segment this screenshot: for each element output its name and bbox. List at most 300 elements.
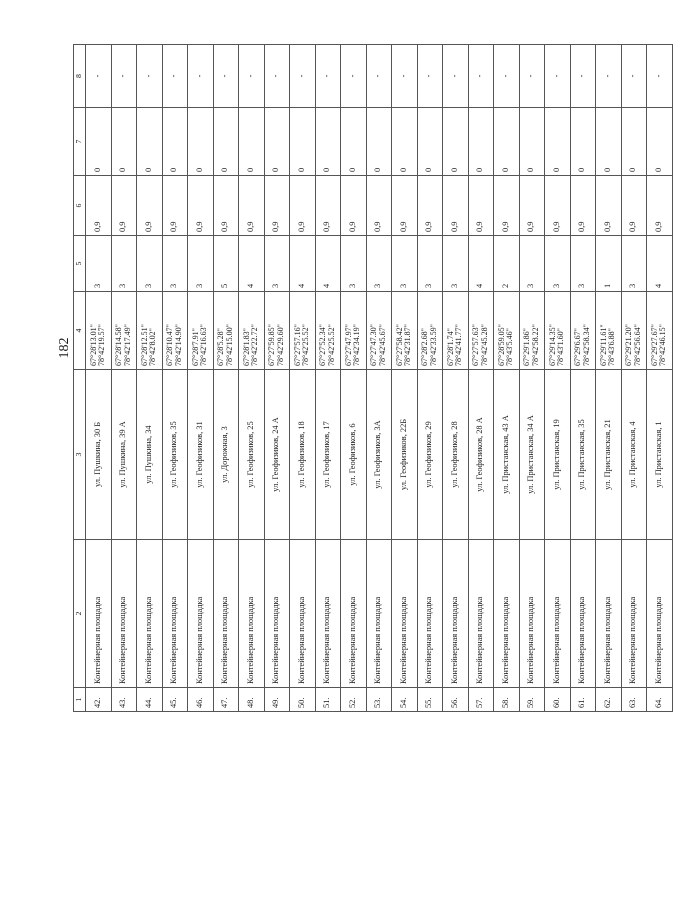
address-cell [494,370,520,540]
volume-text: 0,9 [449,221,459,232]
address-text: ул. Геофизиков, 28 А [475,417,485,492]
coordinates-cell [519,292,545,370]
address-cell [596,370,622,540]
count-text: 3 [143,283,153,288]
note-text: - [296,74,306,78]
value-cell [86,108,112,176]
row-number-text: 48. [245,697,255,708]
volume-cell [519,176,545,236]
volume-text: 0,9 [296,221,306,232]
note-text: - [628,74,638,78]
row-number-cell [366,688,392,712]
address-cell [111,370,137,540]
row-number-text: 53. [373,697,383,708]
value-cell [213,108,239,176]
note-cell [264,45,290,108]
row-number-cell [290,688,316,712]
latitude: 67°28'1.83" [241,328,251,366]
site-type-text: Контейнерная площадка [373,596,383,684]
value-cell [647,108,673,176]
count-text: 3 [551,283,561,288]
note-text: - [475,74,485,78]
table-row [162,45,188,712]
table-row [213,45,239,712]
address-text: ул. Пристанская, 35 [577,419,587,490]
address-text: ул. Геофизиков, 6 [347,423,357,486]
longitude: 78°43'5.46" [505,328,515,366]
note-text: - [220,74,230,78]
row-number-cell [494,688,520,712]
value-cell [519,108,545,176]
coordinates-cell [290,292,316,370]
table-row [647,45,673,712]
latitude: 67°27'57.63" [471,324,481,366]
count-cell [188,236,214,292]
row-number-cell [443,688,469,712]
row-number-text: 50. [296,697,306,708]
site-type-text: Контейнерная площадка [169,596,179,684]
column-header: 5 [74,236,86,292]
volume-cell [188,176,214,236]
row-number-text: 58. [500,697,510,708]
volume-text: 0,9 [118,221,128,232]
address-text: ул. Пристанская, 43 А [500,415,510,494]
row-number-text: 62. [602,697,612,708]
latitude: 67°28'14.58" [114,324,124,366]
site-type-cell [570,540,596,688]
latitude: 67°28'5.28" [216,328,226,366]
site-type-text: Контейнерная площадка [577,596,587,684]
site-type-cell [392,540,418,688]
table-row [315,45,341,712]
note-cell [366,45,392,108]
note-text: - [551,74,561,78]
site-type-cell [545,540,571,688]
site-type-text: Контейнерная площадка [220,596,230,684]
row-number-text: 60. [551,697,561,708]
site-type-text: Контейнерная площадка [449,596,459,684]
row-number-text: 54. [398,697,408,708]
longitude: 78°42'58.34" [581,324,591,366]
note-cell [417,45,443,108]
count-cell [137,236,163,292]
note-cell [86,45,112,108]
volume-text: 0,9 [92,221,102,232]
value-text: 0 [526,167,536,172]
table-body [86,45,673,712]
site-type-text: Контейнерная площадка [92,596,102,684]
count-cell [443,236,469,292]
volume-cell [264,176,290,236]
address-cell [213,370,239,540]
latitude: 67°29'1.86" [522,328,532,366]
address-cell [341,370,367,540]
latitude: 67°29'21.20" [624,324,634,366]
volume-cell [545,176,571,236]
count-cell [621,236,647,292]
note-cell [443,45,469,108]
coordinates-cell [570,292,596,370]
volume-text: 0,9 [551,221,561,232]
column-header: 1 [74,688,86,712]
coordinates-cell [468,292,494,370]
note-text: - [143,74,153,78]
count-text: 3 [628,283,638,288]
site-type-text: Контейнерная площадка [424,596,434,684]
note-cell [239,45,265,108]
row-number-text: 47. [220,697,230,708]
count-cell [162,236,188,292]
value-text: 0 [449,167,459,172]
count-text: 4 [245,283,255,288]
site-type-cell [239,540,265,688]
table-row [468,45,494,712]
count-text: 3 [449,283,459,288]
volume-text: 0,9 [628,221,638,232]
site-type-cell [341,540,367,688]
site-type-cell [86,540,112,688]
count-cell [519,236,545,292]
volume-text: 0,9 [526,221,536,232]
address-cell [392,370,418,540]
value-text: 0 [245,167,255,172]
site-type-cell [137,540,163,688]
coordinates-cell [86,292,112,370]
coordinates-cell [188,292,214,370]
note-text: - [271,74,281,78]
site-type-cell [366,540,392,688]
note-cell [392,45,418,108]
address-cell [621,370,647,540]
value-text: 0 [118,167,128,172]
value-text: 0 [373,167,383,172]
row-number-cell [570,688,596,712]
note-cell [341,45,367,108]
volume-text: 0,9 [245,221,255,232]
value-text: 0 [424,167,434,172]
note-text: - [398,74,408,78]
site-type-cell [315,540,341,688]
address-cell [290,370,316,540]
address-text: ул. Пристанская, 4 [628,421,638,488]
table-row [366,45,392,712]
value-text: 0 [296,167,306,172]
count-cell [545,236,571,292]
column-header: 2 [74,540,86,688]
table-row [570,45,596,712]
count-cell [341,236,367,292]
note-text: - [194,74,204,78]
site-type-cell [290,540,316,688]
longitude: 78°42'19.57" [97,324,107,366]
note-cell [647,45,673,108]
value-cell [392,108,418,176]
count-cell [366,236,392,292]
count-text: 4 [653,283,663,288]
site-type-text: Контейнерная площадка [194,596,204,684]
column-header: 7 [74,108,86,176]
value-text: 0 [398,167,408,172]
row-number-cell [596,688,622,712]
volume-cell [443,176,469,236]
address-cell [647,370,673,540]
volume-text: 0,9 [577,221,587,232]
latitude: 67°27'52.34" [318,324,328,366]
volume-text: 0,9 [424,221,434,232]
address-cell [137,370,163,540]
note-cell [545,45,571,108]
site-type-cell [264,540,290,688]
longitude: 78°42'22.72" [250,324,260,366]
note-cell [494,45,520,108]
note-text: - [92,74,102,78]
value-cell [111,108,137,176]
value-text: 0 [347,167,357,172]
row-number-cell [417,688,443,712]
volume-cell [86,176,112,236]
note-cell [137,45,163,108]
coordinates-cell [162,292,188,370]
row-number-cell [519,688,545,712]
address-cell [468,370,494,540]
value-text: 0 [628,167,638,172]
longitude: 78°42'14.90" [173,324,183,366]
row-number-text: 51. [322,697,332,708]
value-cell [366,108,392,176]
site-type-cell [417,540,443,688]
count-cell [468,236,494,292]
value-cell [239,108,265,176]
address-cell [86,370,112,540]
longitude: 78°42'8.02" [148,328,158,366]
address-cell [366,370,392,540]
value-text: 0 [220,167,230,172]
volume-cell [392,176,418,236]
note-text: - [577,74,587,78]
volume-cell [494,176,520,236]
address-cell [570,370,596,540]
longitude: 78°42'25.52" [326,324,336,366]
row-number-cell [111,688,137,712]
count-cell [570,236,596,292]
address-text: ул. Геофизиков, 35 [169,421,179,488]
volume-cell [341,176,367,236]
address-text: ул. Пушкина, 39 А [118,421,128,488]
row-number-cell [188,688,214,712]
value-text: 0 [602,167,612,172]
column-header: 4 [74,292,86,370]
count-cell [213,236,239,292]
note-text: - [449,74,459,78]
volume-text: 0,9 [347,221,357,232]
count-text: 5 [220,283,230,288]
address-cell [315,370,341,540]
table-row [519,45,545,712]
coordinates-cell [366,292,392,370]
row-number-text: 44. [143,697,153,708]
value-text: 0 [143,167,153,172]
volume-text: 0,9 [373,221,383,232]
coordinates-cell [647,292,673,370]
row-number-cell [621,688,647,712]
table-row [621,45,647,712]
volume-text: 0,9 [143,221,153,232]
row-number-cell [315,688,341,712]
coordinates-cell [392,292,418,370]
table-row [239,45,265,712]
row-number-text: 55. [424,697,434,708]
address-text: ул. Пристанская, 34 А [526,415,536,494]
count-text: 3 [526,283,536,288]
row-number-cell [468,688,494,712]
coordinates-cell [494,292,520,370]
row-number-cell [213,688,239,712]
row-number-text: 63. [628,697,638,708]
longitude: 78°43'6.88" [607,328,617,366]
coordinates-cell [239,292,265,370]
longitude: 78°42'17.49" [122,324,132,366]
note-text: - [347,74,357,78]
table-row [417,45,443,712]
latitude: 67°27'59.85" [267,324,277,366]
site-type-text: Контейнерная площадка [245,596,255,684]
site-type-text: Контейнерная площадка [271,596,281,684]
longitude: 78°43'1.60" [556,328,566,366]
coordinates-cell [443,292,469,370]
value-cell [443,108,469,176]
site-type-text: Контейнерная площадка [296,596,306,684]
count-text: 3 [271,283,281,288]
count-cell [239,236,265,292]
address-text: ул. Геофизиков, 17 [322,421,332,488]
address-text: ул. Пристанская, 21 [602,419,612,490]
note-text: - [245,74,255,78]
column-header: 6 [74,176,86,236]
note-text: - [602,74,612,78]
count-text: 3 [424,283,434,288]
latitude: 67°27'58.42" [394,324,404,366]
count-text: 3 [194,283,204,288]
coordinates-cell [111,292,137,370]
note-cell [621,45,647,108]
address-cell [188,370,214,540]
count-cell [111,236,137,292]
site-type-text: Контейнерная площадка [398,596,408,684]
value-text: 0 [271,167,281,172]
longitude: 78°42'56.64" [632,324,642,366]
latitude: 67°28'1.74" [445,328,455,366]
address-text: ул. Геофизиков, 24 А [271,417,281,492]
address-cell [545,370,571,540]
row-number-text: 42. [92,697,102,708]
note-text: - [373,74,383,78]
site-type-cell [162,540,188,688]
site-type-text: Контейнерная площадка [475,596,485,684]
longitude: 78°42'31.87" [403,324,413,366]
volume-cell [111,176,137,236]
latitude: 67°28'10.47" [165,324,175,366]
value-text: 0 [577,167,587,172]
site-type-text: Контейнерная площадка [118,596,128,684]
coordinates-cell [596,292,622,370]
count-cell [290,236,316,292]
value-cell [417,108,443,176]
site-type-text: Контейнерная площадка [628,596,638,684]
address-text: ул. Геофизиков, 31 [194,421,204,488]
row-number-cell [137,688,163,712]
table-row [188,45,214,712]
count-cell [647,236,673,292]
longitude: 78°42'41.77" [454,324,464,366]
row-number-cell [341,688,367,712]
value-cell [162,108,188,176]
coordinates-cell [213,292,239,370]
note-cell [213,45,239,108]
volume-text: 0,9 [194,221,204,232]
row-number-text: 52. [347,697,357,708]
latitude: 67°27'47.97" [343,324,353,366]
site-type-cell [468,540,494,688]
volume-cell [213,176,239,236]
address-text: ул. Геофизиков, 22Б [398,418,408,491]
site-type-text: Контейнерная площадка [526,596,536,684]
address-cell [239,370,265,540]
note-cell [290,45,316,108]
row-number-cell [162,688,188,712]
count-text: 3 [92,283,102,288]
row-number-text: 57. [475,697,485,708]
row-number-cell [545,688,571,712]
volume-text: 0,9 [653,221,663,232]
value-cell [188,108,214,176]
latitude: 67°29'6.67" [573,328,583,366]
note-cell [596,45,622,108]
count-cell [264,236,290,292]
count-text: 3 [118,283,128,288]
longitude: 78°42'33.59" [428,324,438,366]
table-row [545,45,571,712]
value-cell [468,108,494,176]
table-row [443,45,469,712]
volume-text: 0,9 [220,221,230,232]
volume-text: 0,9 [398,221,408,232]
volume-text: 0,9 [602,221,612,232]
latitude: 67°27'57.16" [292,324,302,366]
volume-cell [647,176,673,236]
count-text: 4 [296,283,306,288]
count-text: 4 [322,283,332,288]
address-text: ул. Пристанская, 19 [551,419,561,490]
note-cell [162,45,188,108]
latitude: 67°27'47.30" [369,324,379,366]
row-number-cell [264,688,290,712]
address-text: ул. Пушкина, 34 [143,425,153,484]
note-cell [519,45,545,108]
value-cell [264,108,290,176]
volume-cell [239,176,265,236]
volume-cell [137,176,163,236]
table-container [73,45,668,712]
row-number-text: 59. [526,697,536,708]
value-cell [545,108,571,176]
longitude: 78°42'15.00" [224,324,234,366]
row-number-text: 43. [118,697,128,708]
volume-text: 0,9 [322,221,332,232]
count-text: 3 [373,283,383,288]
note-text: - [169,74,179,78]
value-text: 0 [551,167,561,172]
value-cell [341,108,367,176]
